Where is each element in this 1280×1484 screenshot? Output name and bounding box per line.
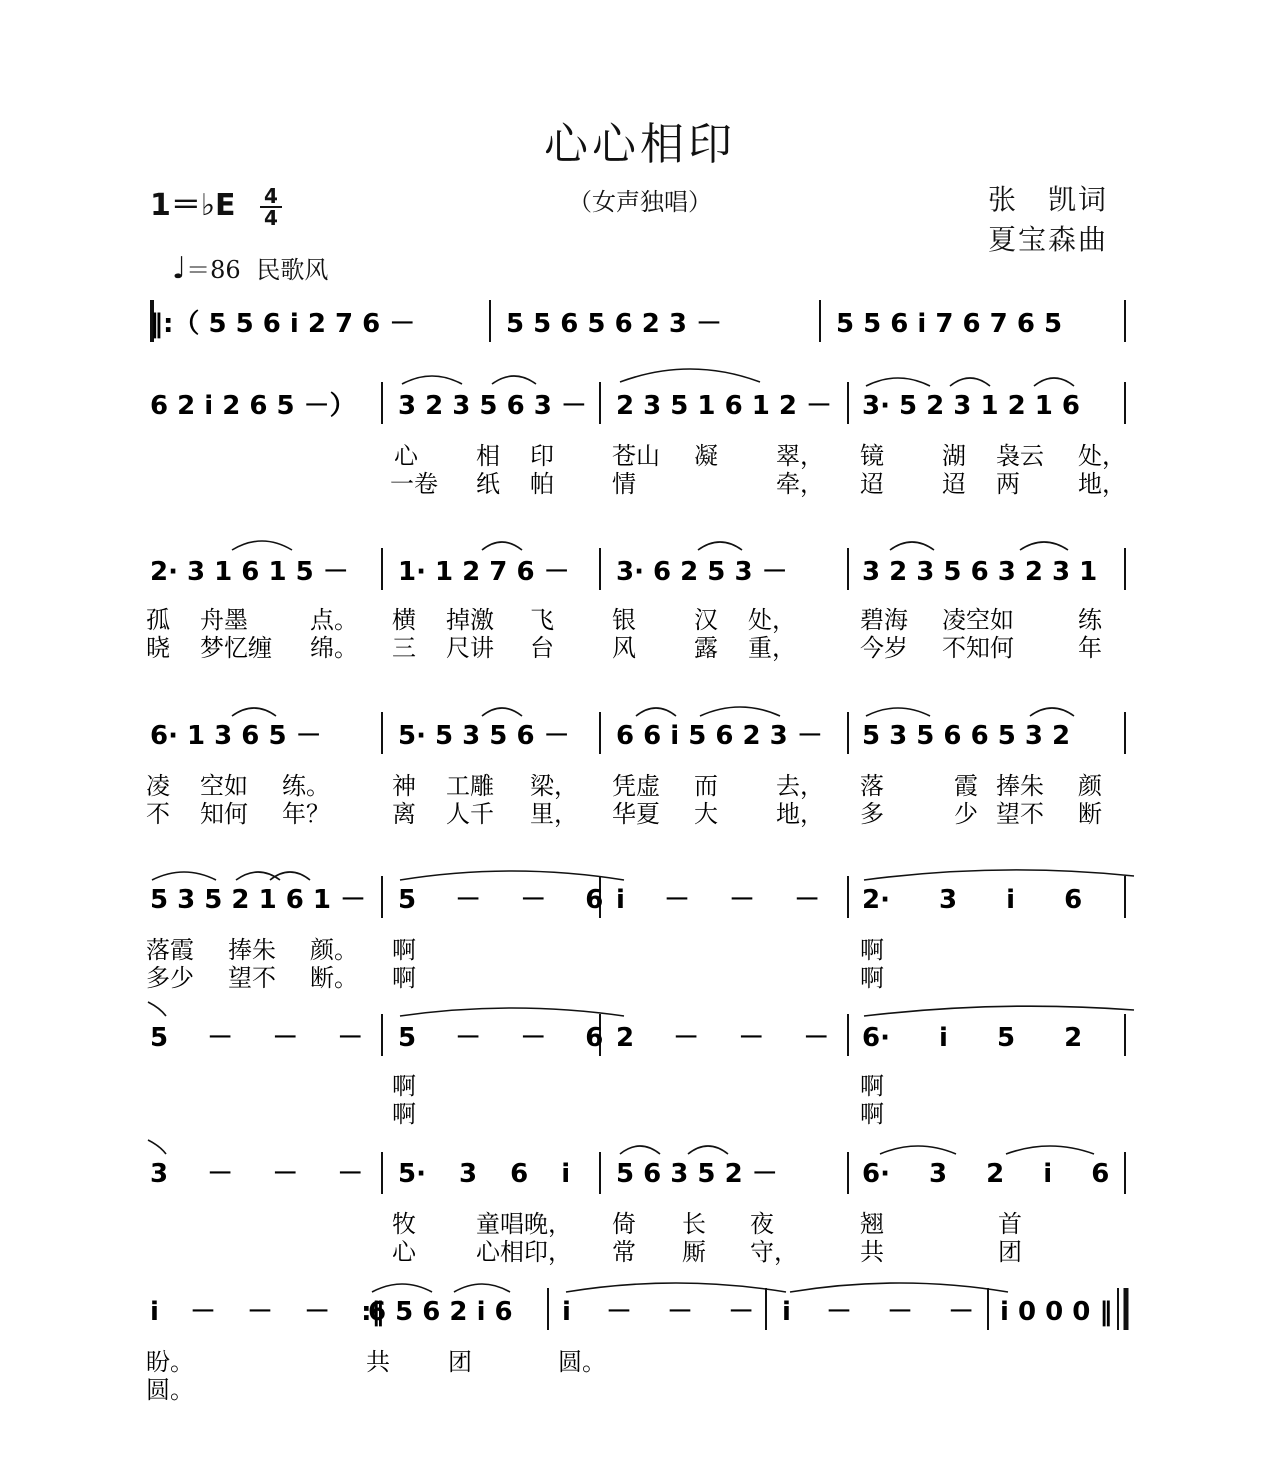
subtitle: （女声独唱） bbox=[568, 188, 712, 216]
lyric: 梁， bbox=[530, 772, 578, 800]
lyric: 大 bbox=[694, 800, 718, 828]
slur-arc bbox=[482, 708, 522, 716]
score-row-4 bbox=[150, 721, 1070, 751]
measure-notes: 3 － － － bbox=[150, 1159, 364, 1189]
lyrics-row-5 bbox=[146, 936, 884, 992]
lyric: 处， bbox=[1078, 442, 1126, 470]
score-row-7 bbox=[150, 1159, 1109, 1189]
slur-arc bbox=[620, 369, 760, 382]
lyric: 心相印， bbox=[476, 1238, 572, 1266]
lyric: 年 bbox=[1078, 634, 1102, 662]
slur-arc bbox=[232, 541, 292, 550]
lyric: 啊 bbox=[860, 936, 884, 964]
slur-arc bbox=[236, 872, 280, 880]
lyric: 啊 bbox=[860, 1100, 884, 1128]
tie-arc bbox=[864, 1006, 1134, 1016]
tie-arc bbox=[148, 1140, 166, 1154]
lyrics-row-3 bbox=[146, 606, 1103, 662]
lyric: 而 bbox=[694, 772, 718, 800]
measure-notes: 2· 3 i 6 bbox=[862, 885, 1083, 915]
time-bottom: 4 bbox=[264, 205, 278, 230]
slur-arc bbox=[1030, 708, 1074, 716]
slur-arc bbox=[152, 872, 216, 880]
lyric: 练。 bbox=[282, 772, 330, 800]
lyric: 落霞 bbox=[146, 936, 194, 964]
lyric: 横 bbox=[392, 606, 416, 634]
lyric: 印 bbox=[530, 442, 554, 470]
measure-notes: i － － － bbox=[782, 1297, 975, 1327]
lyric: 舟墨 bbox=[200, 606, 248, 634]
tie-arc bbox=[400, 871, 624, 880]
lyric: 少 bbox=[954, 800, 978, 828]
slur-arc bbox=[270, 872, 310, 880]
lyric: 心 bbox=[394, 442, 418, 470]
lyric: 圆。 bbox=[558, 1348, 606, 1376]
slur-arc bbox=[688, 1146, 728, 1154]
measure-notes: 6· i 5 2 bbox=[862, 1023, 1083, 1053]
measure-notes: 5 3 5 2 1 6 1 － bbox=[150, 885, 366, 915]
lyric: 华夏 bbox=[612, 800, 660, 828]
time-top: 4 bbox=[264, 183, 278, 208]
lyric: 团 bbox=[448, 1348, 472, 1376]
lyric: 纸 bbox=[476, 470, 500, 498]
slur-arc bbox=[700, 707, 780, 716]
lyric: 空如 bbox=[200, 772, 248, 800]
page-title: 心心相印 bbox=[544, 119, 736, 170]
measure-notes: 3 2 3 5 6 3 － bbox=[398, 391, 587, 421]
score-row-1 bbox=[150, 309, 1062, 339]
score-row-8 bbox=[150, 1297, 1112, 1327]
slur-arc bbox=[492, 376, 536, 384]
measure-notes: 6· 1 3 6 5 － bbox=[150, 721, 322, 751]
slur-arc bbox=[866, 708, 930, 716]
lyric: 飞 bbox=[530, 606, 554, 634]
lyric: 帕 bbox=[530, 470, 554, 498]
slur-arc bbox=[950, 378, 990, 386]
slur-arc bbox=[866, 378, 930, 386]
lyric: 长 bbox=[682, 1210, 706, 1238]
tie-arc bbox=[566, 1283, 786, 1292]
lyric: 台 bbox=[530, 634, 554, 662]
measure-notes: 5 3 5 6 6 5 3 2 bbox=[862, 721, 1071, 751]
lyric: 捧朱 bbox=[228, 936, 276, 964]
lyric: 三 bbox=[392, 634, 416, 662]
lyric: 望不 bbox=[996, 800, 1044, 828]
slur-arc bbox=[636, 708, 676, 716]
lyric: 共 bbox=[366, 1348, 390, 1376]
lyric: 团 bbox=[998, 1238, 1022, 1266]
lyric: 啊 bbox=[392, 936, 416, 964]
score-row-6 bbox=[150, 1023, 1082, 1053]
measure-notes: 6 5 6 2 i 6 bbox=[368, 1297, 513, 1327]
lyric: 知何 bbox=[200, 800, 248, 828]
lyric: 离 bbox=[392, 800, 416, 828]
measure-notes: 3· 5 2 3 1 2 1 6 bbox=[862, 391, 1080, 421]
lyric: 相 bbox=[476, 442, 500, 470]
lyric: 一卷 bbox=[390, 470, 438, 498]
slurs bbox=[148, 369, 1134, 1292]
lyric: 多 bbox=[860, 800, 884, 828]
tempo-style: 民歌风 bbox=[256, 256, 329, 284]
measure-notes: 2· 3 1 6 1 5 － bbox=[150, 557, 349, 587]
lyric: 处， bbox=[748, 606, 796, 634]
lyric: 圆。 bbox=[146, 1376, 194, 1404]
slur-arc bbox=[232, 708, 276, 716]
lyrics-row-7 bbox=[392, 1210, 1022, 1266]
tie-arc bbox=[864, 870, 1134, 880]
quarter-note-icon: ♩ bbox=[172, 251, 187, 286]
lyricist-credit: 张 凯词 bbox=[988, 183, 1109, 216]
measure-notes: 3· 6 2 5 3 － bbox=[616, 557, 788, 587]
lyric: 不 bbox=[146, 800, 170, 828]
lyric: 掉激 bbox=[446, 606, 494, 634]
measure-notes: 5 5 6 i 7 6 7 6 5 bbox=[836, 309, 1063, 339]
lyric: 翠， bbox=[776, 442, 824, 470]
lyric: 厮 bbox=[682, 1238, 706, 1266]
lyric: 多少 bbox=[146, 964, 194, 992]
lyric: 露 bbox=[694, 634, 718, 662]
lyric: 风 bbox=[612, 634, 636, 662]
slur-arc bbox=[880, 1146, 956, 1154]
measure-notes: 5· 3 6 i bbox=[398, 1159, 571, 1189]
lyric: 共 bbox=[860, 1238, 884, 1266]
lyric: 镜 bbox=[860, 442, 884, 470]
lyric: 凌 bbox=[146, 772, 170, 800]
score-row-5 bbox=[150, 885, 1082, 915]
lyric: 不知何 bbox=[942, 634, 1014, 662]
lyric: 盼。 bbox=[146, 1348, 194, 1376]
lyric: 今岁 bbox=[860, 634, 908, 662]
slur-arc bbox=[890, 542, 934, 550]
lyrics-row-4 bbox=[146, 772, 1103, 828]
lyric: 迢 bbox=[860, 470, 884, 498]
measure-notes: 5 6 3 5 2 － bbox=[616, 1159, 778, 1189]
lyric: 啊 bbox=[860, 1072, 884, 1100]
lyric: 断 bbox=[1078, 800, 1102, 828]
measure-notes: i 0 0 0 ‖ bbox=[1000, 1297, 1113, 1327]
measure-notes: 5 － － 6 bbox=[398, 1023, 604, 1053]
composer-credit: 夏宝森曲 bbox=[988, 223, 1109, 256]
lyric: 首 bbox=[998, 1210, 1022, 1238]
lyric: 牧 bbox=[392, 1210, 416, 1238]
lyric: 啊 bbox=[392, 1072, 416, 1100]
lyric: 湖 bbox=[942, 442, 966, 470]
slur-arc bbox=[620, 1146, 660, 1154]
lyrics-row-6 bbox=[392, 1072, 884, 1128]
tie-arc bbox=[400, 1008, 624, 1016]
lyric: 断。 bbox=[310, 964, 358, 992]
lyric: 碧海 bbox=[860, 606, 908, 634]
lyric: 里， bbox=[530, 800, 578, 828]
lyric: 捧朱 bbox=[996, 772, 1044, 800]
lyric: 凌空如 bbox=[942, 606, 1014, 634]
lyric: 工雕 bbox=[446, 772, 494, 800]
measure-notes: i － － － bbox=[616, 885, 821, 915]
lyric: 重， bbox=[748, 634, 796, 662]
lyric: 霞 bbox=[954, 772, 978, 800]
slur-arc bbox=[1034, 378, 1074, 386]
lyrics-row-2 bbox=[390, 442, 1126, 498]
slur-arc bbox=[698, 542, 742, 550]
lyric: 颜。 bbox=[310, 936, 358, 964]
lyric: 尺讲 bbox=[446, 634, 494, 662]
lyric: 啊 bbox=[392, 1100, 416, 1128]
lyric: 凝 bbox=[694, 442, 718, 470]
lyric: 夜 bbox=[750, 1210, 774, 1238]
measure-notes: 5 － － 6 bbox=[398, 885, 604, 915]
lyric: 年？ bbox=[282, 800, 330, 828]
lyric: 凭虚 bbox=[612, 772, 660, 800]
measure-notes: 6 6 i 5 6 2 3 － bbox=[616, 721, 823, 751]
measure-notes: ‖:（ 5 5 6 i 2 7 6 － bbox=[150, 309, 416, 339]
lyric: 人千 bbox=[446, 800, 494, 828]
score-row-2 bbox=[150, 391, 1080, 421]
lyric: 童唱晚， bbox=[476, 1210, 572, 1238]
lyric: 汉 bbox=[694, 606, 718, 634]
slur-arc bbox=[482, 542, 522, 550]
lyric: 练 bbox=[1078, 606, 1102, 634]
lyric: 绵。 bbox=[310, 634, 358, 662]
lyric: 翘 bbox=[860, 1210, 884, 1238]
lyric: 落 bbox=[860, 772, 884, 800]
lyric: 啊 bbox=[860, 964, 884, 992]
measure-notes: 6 2 i 2 6 5 －） bbox=[150, 391, 356, 421]
lyric: 常 bbox=[612, 1238, 636, 1266]
lyric: 去， bbox=[776, 772, 824, 800]
lyric: 倚 bbox=[612, 1210, 636, 1238]
tie-arc bbox=[148, 1002, 166, 1016]
key-text: 1＝♭E bbox=[150, 188, 236, 223]
measure-notes: 6· 3 2 i 6 bbox=[862, 1159, 1110, 1189]
lyric: 颜 bbox=[1078, 772, 1102, 800]
measure-notes: 2 3 5 1 6 1 2 － bbox=[616, 391, 832, 421]
lyric: 啊 bbox=[392, 964, 416, 992]
lyric: 苍山 bbox=[612, 442, 660, 470]
lyric: 心 bbox=[392, 1238, 416, 1266]
lyric: 地， bbox=[1078, 470, 1126, 498]
score-row-3 bbox=[150, 557, 1097, 587]
lyric: 袅云 bbox=[996, 442, 1044, 470]
lyric: 两 bbox=[996, 470, 1020, 498]
slur-arc bbox=[1006, 1146, 1094, 1154]
slur-arc bbox=[372, 1284, 432, 1292]
tie-arc bbox=[790, 1283, 1008, 1292]
lyric: 梦忆缠 bbox=[200, 634, 272, 662]
measure-notes: 2 － － － bbox=[616, 1023, 830, 1053]
measure-notes: i － － － :‖ bbox=[150, 1297, 385, 1327]
lyric: 迢 bbox=[942, 470, 966, 498]
measure-notes: 3 2 3 5 6 3 2 3 1 bbox=[862, 557, 1098, 587]
lyric: 情 bbox=[612, 470, 636, 498]
measure-notes: 5 5 6 5 6 2 3 － bbox=[506, 309, 722, 339]
measure-notes: 5 － － － bbox=[150, 1023, 364, 1053]
measure-notes: 1· 1 2 7 6 － bbox=[398, 557, 570, 587]
lyric: 点。 bbox=[310, 606, 358, 634]
slur-arc bbox=[1020, 542, 1068, 550]
lyric: 晓 bbox=[146, 634, 170, 662]
measure-notes: 5· 5 3 5 6 － bbox=[398, 721, 570, 751]
lyrics-row-8 bbox=[146, 1348, 606, 1404]
tempo-value: ＝86 bbox=[186, 256, 241, 284]
lyric: 守， bbox=[750, 1238, 798, 1266]
lyric: 望不 bbox=[228, 964, 276, 992]
lyric: 地， bbox=[776, 800, 824, 828]
lyric: 神 bbox=[392, 772, 416, 800]
lyric: 牵， bbox=[776, 470, 824, 498]
measure-notes: i － － － bbox=[562, 1297, 755, 1327]
slur-arc bbox=[454, 1284, 510, 1292]
slur-arc bbox=[402, 376, 462, 384]
lyric: 银 bbox=[612, 606, 636, 634]
lyric: 孤 bbox=[146, 606, 170, 634]
